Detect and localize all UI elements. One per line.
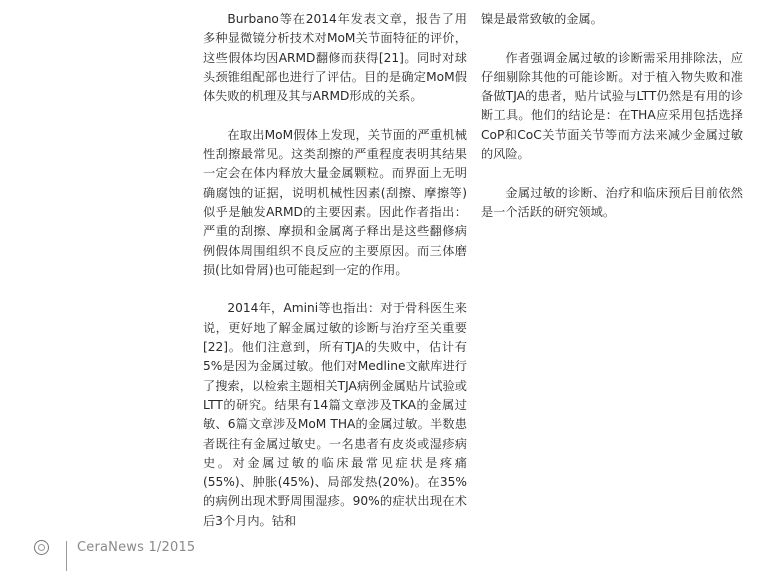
footer-divider [66,541,67,571]
publisher-logo-icon [34,540,49,555]
paragraph-diagnosis: 作者强调金属过敏的诊断需采用排除法，应仔细剔除其他的可能诊断。对于植入物失败和准备做TJA的患者，贴片试验与LTT仍然是有用的诊断工具。他们的结论是：在THA应采用包括选择CoP和CoC关节面关节等而方法来减少金属过敏的风险。 [481,50,743,162]
paragraph-scratching: 在取出MoM假体上发现，关节面的严重机械性刮擦最常见。这类刮擦的严重程度表明其结果一定会在体内释放大量金属颗粒。而界面上无明确腐蚀的证据，说明机械性因素(刮擦、摩擦等)似乎是触发ARMD的主要因素。因此作者指出：严重的刮擦、摩损和金属离子释出是这些翻修病例假体周围组织不良反应的主要原因。而三体磨损(比如骨屑)也可能起到一定的作用。 [203,127,467,277]
paragraph-research-field: 金属过敏的诊断、治疗和临床预后目前依然是一个活跃的研究领域。 [481,185,743,219]
footer-publication: CeraNews 1/2015 [77,540,196,555]
paragraph-burbano: Burbano等在2014年发表文章，报告了用多种显微镜分析技术对MoM关节面特征的评价，这些假体均因ARMD翻修而获得[21]。同时对球头颈锥组配部也进行了评估。目的是确定MoM假体失败的机理及其与ARMD形成的关系。 [203,12,467,104]
right-text-column [481,10,743,222]
left-text-column [203,10,467,531]
paragraph-amini: 2014年，Amini等也指出：对于骨科医生来说，更好地了解金属过敏的诊断与治疗至关重要[22]。他们注意到，所有TJA的失败中，估计有5%是因为金属过敏。他们对Medline文献库进行了搜索，以检索主题相关TJA病例金属贴片试验或LTT的研究。结果有14篇文章涉及TKA的金属过敏、6篇文章涉及MoM THA的金属过敏。半数患者既往有金属过敏史。一名患者有皮炎或湿疹病史。对金属过敏的临床最常见症状是疼痛(55%)、肿胀(45%)、局部发热(20%)。在35%的病例出现术野周围湿疹。90%的症状出现在术后3个月内。钴和 [203,301,467,528]
paragraph-continuation: 镍是最常致敏的金属。 [481,12,603,26]
